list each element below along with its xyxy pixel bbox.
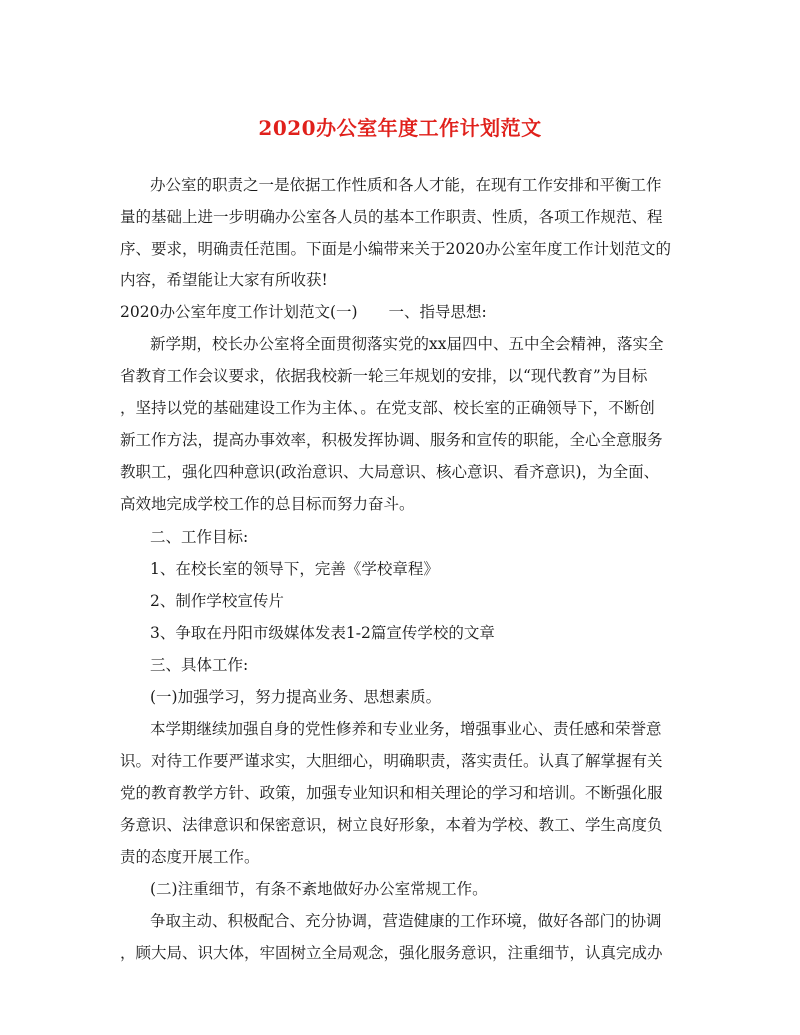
paragraph-line: 内容，希望能让大家有所收获! — [120, 271, 328, 289]
paragraph-line: 办公室的职责之一是依据工作性质和各人才能，在现有工作安排和平衡工作 — [150, 176, 662, 194]
paragraph-line: 教职工，强化四种意识(政治意识、大局意识、核心意识、看齐意识)，为全面、 — [120, 463, 660, 481]
subsection-heading-line: (一)加强学习，努力提高业务、思想素质。 — [150, 688, 442, 706]
paragraph-line: ，顾大局、识大体，牢固树立全局观念，强化服务意识，注重细节，认真完成办 — [120, 944, 663, 962]
subsection-heading-line: (二)注重细节，有条不紊地做好办公室常规工作。 — [150, 880, 488, 898]
paragraph-line: 高效地完成学校工作的总目标而努力奋斗。 — [120, 495, 415, 513]
list-item: 2、制作学校宣传片 — [150, 592, 284, 610]
paragraph-line: 责的态度开展工作。 — [120, 848, 260, 866]
paragraph-line: 新工作方法，提高办事效率，积极发挥协调、服务和宣传的职能，全心全意服务 — [120, 431, 663, 449]
paragraph-line: ，坚持以党的基础建设工作为主体、。在党支部、校长室的正确领导下，不断创 — [120, 399, 655, 417]
paragraph-line: 量的基础上进一步明确办公室各人员的基本工作职责、性质，各项工作规范、程 — [120, 208, 663, 226]
section-heading-line: 二、工作目标: — [150, 528, 249, 546]
list-item: 1、在校长室的领导下，完善《学校章程》 — [150, 560, 439, 578]
document-title: 2020办公室年度工作计划范文 — [258, 116, 542, 140]
paragraph-line: 本学期继续加强自身的党性修养和专业业务，增强事业心、责任感和荣誉意 — [150, 720, 662, 738]
paragraph-line: 务意识、法律意识和保密意识，树立良好形象，本着为学校、教工、学生高度负 — [120, 816, 663, 834]
paragraph-line: 争取主动、积极配合、充分协调，营造健康的工作环境，做好各部门的协调 — [150, 912, 662, 930]
list-item: 3、争取在丹阳市级媒体发表1-2篇宣传学校的文章 — [150, 624, 495, 642]
section-heading-line: 三、具体工作: — [150, 656, 249, 674]
paragraph-line: 新学期，校长办公室将全面贯彻落实党的xx届四中、五中全会精神，落实全 — [150, 335, 664, 353]
paragraph-line: 序、要求，明确责任范围。下面是小编带来关于2020办公室年度工作计划范文的 — [120, 240, 671, 258]
paragraph-line: 党的教育教学方针、政策，加强专业知识和相关理论的学习和培训。不断强化服 — [120, 784, 663, 802]
paragraph-line: 识。对待工作要严谨求实，大胆细心，明确职责，落实责任。认真了解掌握有关 — [120, 752, 663, 770]
paragraph-line: 省教育工作会议要求，依据我校新一轮三年规划的安排，以“现代教育”为目标 — [120, 367, 648, 385]
section-heading-line: 2020办公室年度工作计划范文(一) 一、指导思想: — [120, 303, 487, 321]
